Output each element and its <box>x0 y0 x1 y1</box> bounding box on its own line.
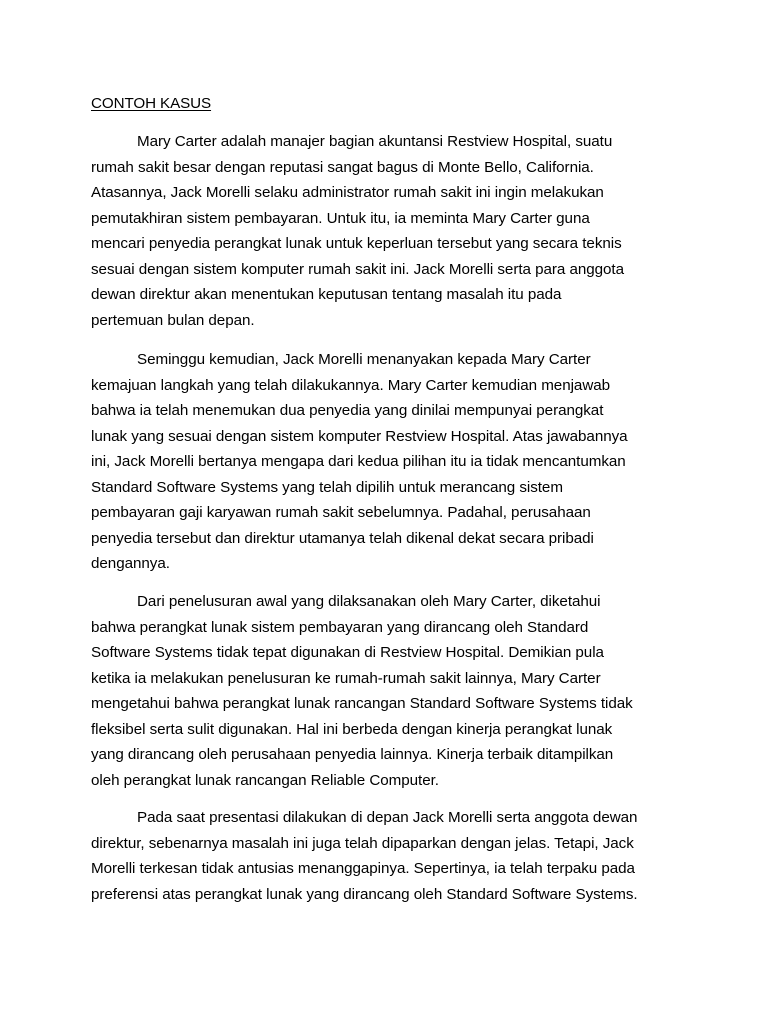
paragraph-line: yang dirancang oleh perusahaan penyedia lainnya. Kinerja terbaik ditampilkan <box>91 746 614 763</box>
paragraph <box>91 347 691 577</box>
paragraph-line: ketika ia melakukan penelusuran ke rumah-rumah sakit lainnya, Mary Carter <box>91 669 601 687</box>
paragraph <box>91 129 691 333</box>
paragraph <box>91 589 691 793</box>
paragraph-line: mencari penyedia perangkat lunak untuk keperluan tersebut yang secara teknis <box>91 235 622 252</box>
paragraph-line: pertemuan bulan depan. <box>91 311 255 329</box>
paragraph-line: preferensi atas perangkat lunak yang dirancang oleh Standard Software Systems. <box>91 885 638 903</box>
paragraph-line: mengetahui bahwa perangkat lunak rancangan Standard Software Systems tidak <box>91 695 633 712</box>
paragraph-line: direktur, sebenarnya masalah ini juga telah dipaparkan dengan jelas. Tetapi, Jack <box>91 834 634 852</box>
paragraph-line: bahwa perangkat lunak sistem pembayaran yang dirancang oleh Standard <box>91 618 589 636</box>
paragraph-line: pembayaran gaji karyawan rumah sakit sebelumnya. Padahal, perusahaan <box>91 504 591 521</box>
paragraph-line: fleksibel serta sulit digunakan. Hal ini berbeda dengan kinerja perangkat lunak <box>91 720 613 738</box>
paragraph-line: oleh perangkat lunak rancangan Reliable Computer. <box>91 771 439 789</box>
paragraph-line: Dari penelusuran awal yang dilaksanakan oleh Mary Carter, diketahui <box>137 593 601 610</box>
paragraph-line: bahwa ia telah menemukan dua penyedia yang dinilai mempunyai perangkat <box>91 402 604 419</box>
document-heading: CONTOH KASUS <box>91 95 212 112</box>
paragraph-line: Software Systems tidak tepat digunakan di Restview Hospital. Demikian pula <box>91 644 604 661</box>
paragraph-line: Atasannya, Jack Morelli selaku administrator rumah sakit ini ingin melakukan <box>91 184 604 201</box>
paragraph-line: dewan direktur akan menentukan keputusan tentang masalah itu pada <box>91 286 562 303</box>
paragraph-line: Seminggu kemudian, Jack Morelli menanyakan kepada Mary Carter <box>137 351 591 368</box>
paragraph-line: Standard Software Systems yang telah dipilih untuk merancang sistem <box>91 478 563 496</box>
paragraph <box>91 805 691 907</box>
paragraph-line: kemajuan langkah yang telah dilakukannya. Mary Carter kemudian menjawab <box>91 376 611 394</box>
paragraph-line: Pada saat presentasi dilakukan di depan Jack Morelli serta anggota dewan <box>137 809 638 826</box>
paragraph-line: ini, Jack Morelli bertanya mengapa dari kedua pilihan itu ia tidak mencantumkan <box>91 453 626 470</box>
paragraph-line: sesuai dengan sistem komputer rumah sakit ini. Jack Morelli serta para anggota <box>91 260 624 278</box>
paragraph-line: rumah sakit besar dengan reputasi sangat bagus di Monte Bello, California. <box>91 158 594 176</box>
paragraph-line: lunak yang sesuai dengan sistem komputer Restview Hospital. Atas jawabannya <box>91 427 628 445</box>
paragraph-line: dengannya. <box>91 555 170 572</box>
paragraph-line: pemutakhiran sistem pembayaran. Untuk itu, ia meminta Mary Carter guna <box>91 209 590 227</box>
paragraph-line: Mary Carter adalah manajer bagian akuntansi Restview Hospital, suatu <box>137 133 613 150</box>
paragraph-line: penyedia tersebut dan direktur utamanya telah dikenal dekat secara pribadi <box>91 529 594 547</box>
paragraph-line: Morelli terkesan tidak antusias menanggapinya. Sepertinya, ia telah terpaku pada <box>91 860 635 877</box>
